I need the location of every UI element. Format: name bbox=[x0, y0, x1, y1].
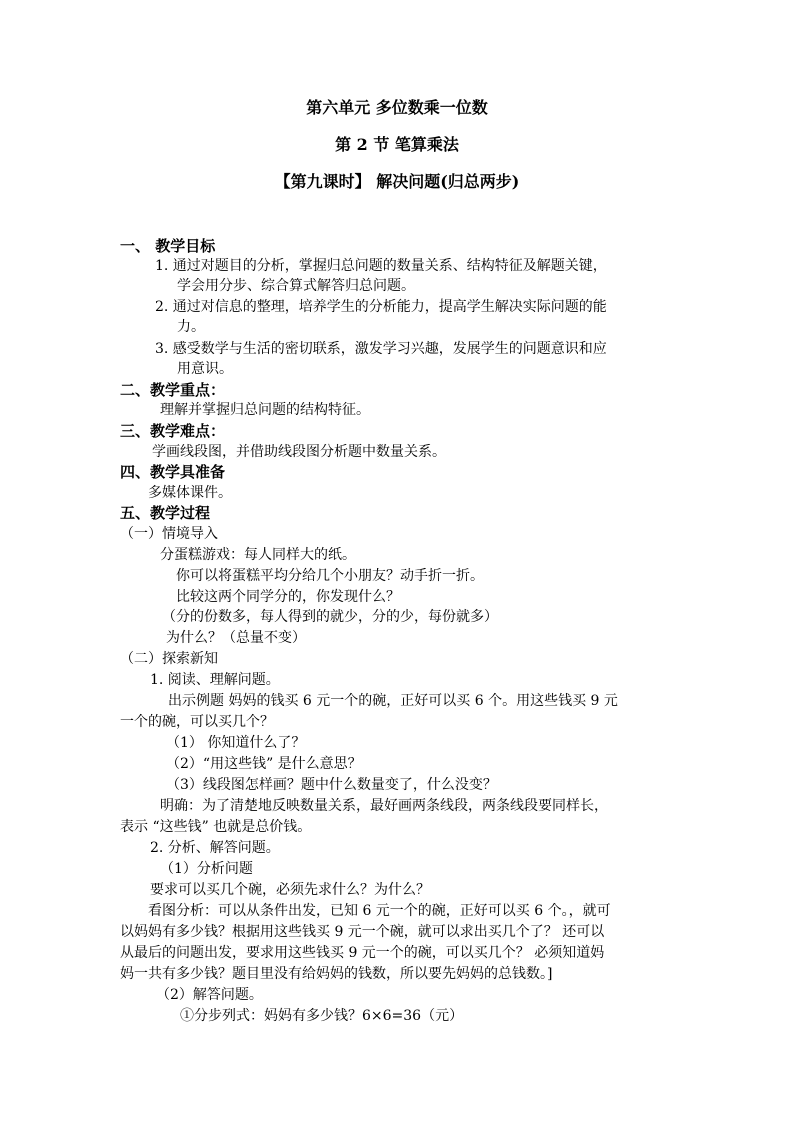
analysis-line-1: 看图分析：可以从条件出发，已知 6 元一个的碗，正好可以买 6 个。，就可 bbox=[148, 903, 611, 919]
example-line-1: 出示例题 妈妈的钱买 6 元一个的碗，正好可以买 6 个。用这些钱买 9 元 bbox=[168, 693, 618, 709]
clarify-line-1: 明确：为了清楚地反映数量关系，最好画两条线段，两条线段要同样长， bbox=[160, 798, 608, 814]
solve-heading: （2）解答问题。 bbox=[156, 987, 263, 1003]
lesson-title: 【第九课时】 解决问题(归总两步) bbox=[274, 172, 520, 191]
goal-2-line-1: 2. 通过对信息的整理，培养学生的分析能力，提高学生解决实际问题的能 bbox=[155, 299, 607, 315]
goals-heading: 一、 教学目标 bbox=[120, 237, 216, 255]
clarify-line-2: 表示 “这些钱” 也就是总价钱。 bbox=[120, 819, 312, 835]
goal-1-line-2: 学会用分步、综合算式解答归总问题。 bbox=[177, 278, 415, 294]
example-line-2: 一个的碗，可以买几个？ bbox=[120, 714, 274, 730]
intro-heading: （一）情境导入 bbox=[120, 526, 218, 542]
analysis-line-2: 以妈妈有多少钱？根据用这些钱买 9 元一个碗，就可以求出买几个了？ 还可以 bbox=[120, 924, 605, 940]
goal-2-line-2: 力。 bbox=[177, 319, 205, 335]
section-title: 第 2 节 笔算乘法 bbox=[335, 135, 459, 154]
question-2: （2）“用这些钱” 是什么意思？ bbox=[166, 756, 362, 772]
analysis-line-4: 妈一共有多少钱？题目里没有给妈妈的钱数，所以要先妈妈的总钱数。] bbox=[120, 966, 553, 982]
intro-line-4: （分的份数多，每人得到的就少，分的少，每份就多） bbox=[162, 609, 498, 625]
question-1: （1） 你知道什么了？ bbox=[166, 735, 306, 751]
goal-3-line-2: 用意识。 bbox=[177, 361, 233, 377]
process-heading: 五、教学过程 bbox=[120, 504, 211, 522]
key-point-heading: 二、教学重点： bbox=[120, 381, 226, 399]
tools-text: 多媒体课件。 bbox=[148, 485, 232, 501]
difficulty-heading: 三、教学难点： bbox=[120, 422, 226, 440]
intro-line-5: 为什么？（总量不变） bbox=[166, 630, 306, 646]
intro-line-3: 比较这两个同学分的，你发现什么？ bbox=[176, 589, 400, 605]
analyze-question: 要求可以买几个碗，必须先求什么？为什么？ bbox=[150, 882, 430, 898]
key-point-text: 理解并掌握归总问题的结构特征。 bbox=[160, 402, 370, 418]
question-3: （3）线段图怎样画？题中什么数量变了，什么没变？ bbox=[166, 777, 497, 793]
solve-step-1: ①分步列式：妈妈有多少钱？6×6=36（元） bbox=[180, 1008, 464, 1024]
difficulty-text: 学画线段图，并借助线段图分析题中数量关系。 bbox=[152, 444, 446, 460]
analysis-line-3: 从最后的问题出发，要求用这些钱买 9 元一个的碗，可以买几个？ 必须知道妈 bbox=[120, 945, 605, 961]
analyze-heading: （1）分析问题 bbox=[160, 861, 253, 877]
explore-heading: （二）探索新知 bbox=[120, 651, 218, 667]
tools-heading: 四、教学具准备 bbox=[120, 463, 226, 481]
goal-1-line-1: 1. 通过对题目的分析，掌握归总问题的数量关系、结构特征及解题关键， bbox=[155, 258, 607, 274]
goal-3-line-1: 3. 感受数学与生活的密切联系，激发学习兴趣，发展学生的问题意识和应 bbox=[155, 341, 607, 357]
explore-step-2: 2. 分析、解答问题。 bbox=[150, 840, 280, 856]
unit-title: 第六单元 多位数乘一位数 bbox=[306, 98, 488, 117]
explore-step-1: 1. 阅读、理解问题。 bbox=[150, 672, 280, 688]
intro-line-1: 分蛋糕游戏：每人同样大的纸。 bbox=[160, 547, 356, 563]
intro-line-2: 你可以将蛋糕平均分给几个小朋友？动手折一折。 bbox=[176, 568, 484, 584]
